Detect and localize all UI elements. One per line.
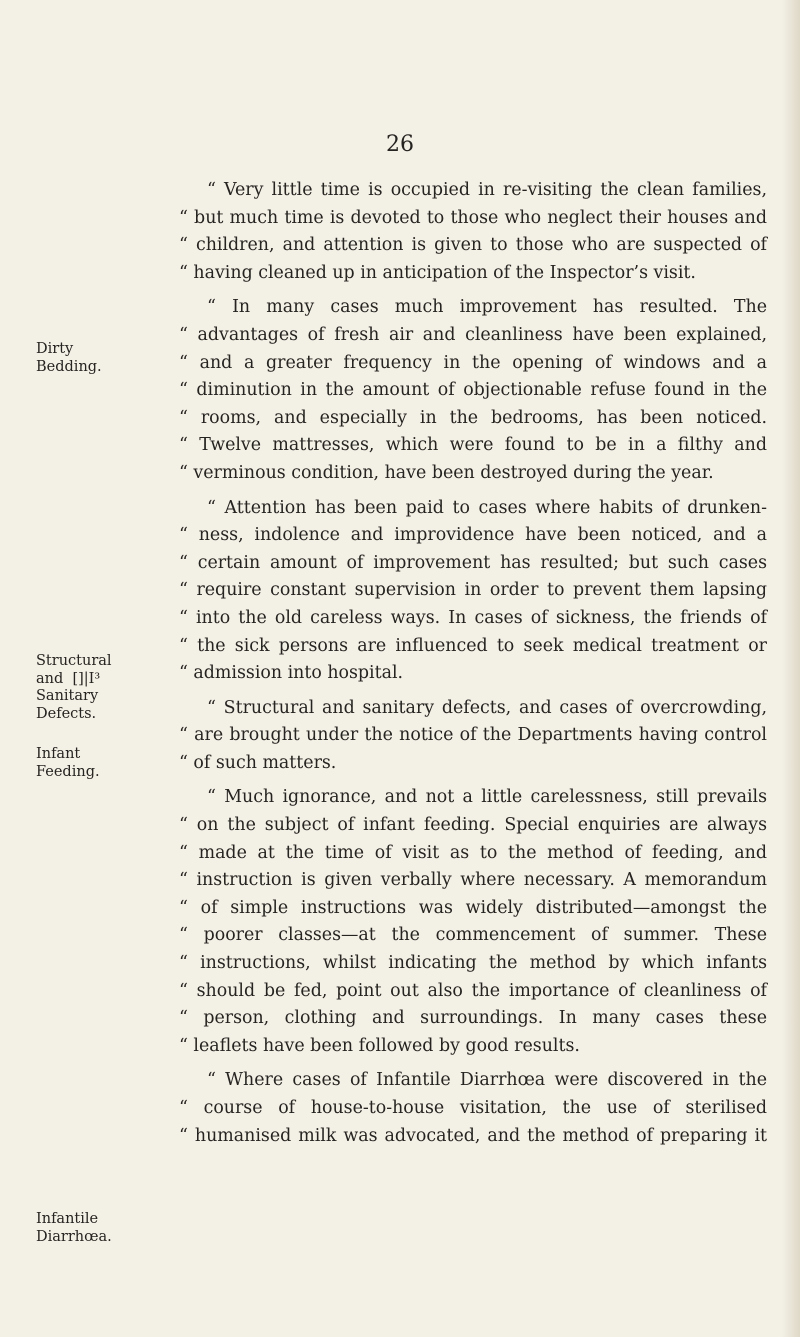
paragraph-infantile-diarrhoea — [179, 1067, 767, 1150]
text-line: “ Twelve mattresses, which were found to be in a filthy and — [179, 435, 767, 456]
margin-note-structural-defects — [36, 653, 156, 723]
text-line: “ on the subject of infant feeding. Special enquiries are always — [179, 815, 767, 836]
text-line: “ made at the time of visit as to the method of feeding, and — [179, 842, 767, 863]
text-line: “ leaflets have been followed by good results. — [179, 1035, 580, 1056]
text-line: “ poorer classes—at the commencement of summer. These — [179, 925, 767, 946]
text-line: “ course of house-to-house visitation, the use of sterilised — [179, 1098, 767, 1118]
paragraph-infant-feeding — [179, 784, 767, 1060]
margin-note-infantile-diarrhoea — [36, 1211, 156, 1246]
body-text — [179, 177, 767, 1150]
margin-note-line: Sanitary — [36, 688, 99, 704]
text-line: “ Attention has been paid to cases where habits of drunken- — [207, 497, 767, 518]
text-line: “ verminous condition, have been destroyed during the year. — [179, 462, 714, 483]
margin-note-dirty-bedding — [36, 341, 156, 376]
text-line: “ Very little time is occupied in re-visiting the clean families, — [207, 180, 767, 200]
text-line: “ of simple instructions was widely distributed—amongst the — [179, 897, 767, 918]
text-line: “ humanised milk was advocated, and the method of preparing it — [179, 1125, 767, 1146]
paragraph-structural — [179, 695, 767, 778]
margin-note-infant-feeding — [36, 746, 156, 781]
page-number: 26 — [386, 132, 414, 157]
text-line: “ diminution in the amount of objectionable refuse found in the — [179, 380, 767, 401]
margin-note-line: Defects. — [36, 705, 97, 722]
text-line: “ ness, indolence and improvidence have been noticed, and a — [179, 525, 767, 546]
text-line: “ rooms, and especially in the bedrooms, has been noticed. — [179, 407, 767, 428]
text-line: “ require constant supervision in order to prevent them lapsing — [179, 580, 767, 601]
text-line: “ instruction is given verbally where necessary. A memorandum — [179, 870, 767, 891]
text-line: “ Where cases of Infantile Diarrhœa were discovered in the — [207, 1070, 767, 1091]
margin-note-line: Feeding. — [36, 763, 100, 780]
margin-note-line: Dirty — [36, 341, 74, 357]
text-line: “ but much time is devoted to those who neglect their houses and — [179, 207, 767, 228]
margin-note-line: Diarrhœa. — [36, 1228, 112, 1245]
text-line: “ having cleaned up in anticipation of the Inspector’s visit. — [179, 262, 696, 283]
paragraph-revisiting — [179, 177, 767, 287]
text-line: “ the sick persons are influenced to seek medical treatment or — [179, 635, 767, 656]
margin-note-line: Bedding. — [36, 358, 102, 375]
text-line: “ children, and attention is given to those who are suspected of — [179, 235, 767, 256]
paragraph-drunkenness — [179, 495, 767, 688]
text-line: “ Structural and sanitary defects, and cases of overcrowding, — [207, 697, 767, 718]
text-line: “ advantages of fresh air and cleanliness have been explained, — [179, 324, 767, 345]
text-line: “ and a greater frequency in the opening of windows and a — [179, 352, 767, 373]
margin-note-line: Structural — [36, 653, 112, 669]
text-line: “ are brought under the notice of the Departments having control — [179, 725, 767, 746]
margin-note-line: Infant — [36, 746, 81, 762]
page-edge-shadow — [782, 0, 800, 1337]
text-line: “ instructions, whilst indicating the method by which infants — [179, 953, 767, 974]
text-line: “ person, clothing and surroundings. In many cases these — [179, 1008, 767, 1029]
text-line: “ into the old careless ways. In cases of sickness, the friends of — [179, 607, 767, 628]
margin-note-line: and []|I³ — [36, 670, 101, 687]
paragraph-improvement — [179, 294, 767, 487]
text-line: “ In many cases much improvement has resulted. The — [207, 297, 767, 318]
margin-note-line: Infantile — [36, 1211, 99, 1227]
text-line: “ Much ignorance, and not a little carelessness, still prevails — [207, 787, 767, 808]
text-line: “ should be fed, point out also the importance of cleanliness of — [179, 980, 767, 1001]
text-line: “ of such matters. — [179, 752, 337, 773]
text-line: “ admission into hospital. — [179, 663, 404, 684]
text-line: “ certain amount of improvement has resulted; but such cases — [179, 552, 767, 573]
